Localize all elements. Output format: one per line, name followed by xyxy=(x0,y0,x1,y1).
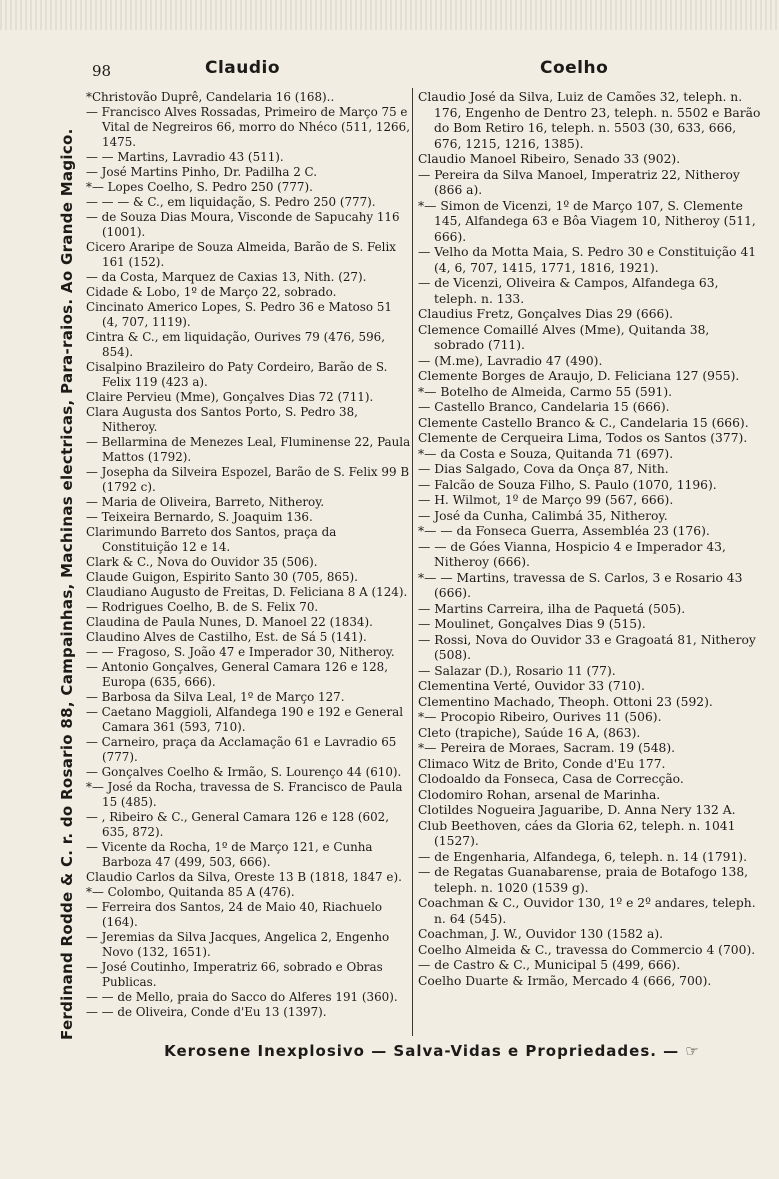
directory-entry: Claudio Carlos da Silva, Oreste 13 B (1818, 1847 e). xyxy=(86,870,402,884)
directory-entry: — Dias Salgado, Cova da Onça 87, Nith. xyxy=(418,462,669,476)
directory-entry: — H. Wilmot, 1º de Março 99 (567, 666). xyxy=(418,493,674,507)
directory-entry: — de Vicenzi, Oliveira & Campos, Alfandega 63, teleph. n. 133. xyxy=(418,276,719,306)
column-divider xyxy=(412,88,413,1036)
directory-entry: Clark & C., Nova do Ouvidor 35 (506). xyxy=(86,555,318,569)
directory-entry: — Ferreira dos Santos, 24 de Maio 40, Riachuelo (164). xyxy=(86,900,383,929)
directory-entry: Claudino Alves de Castilho, Est. de Sá 5 (141). xyxy=(86,630,367,644)
directory-entry: — Jeremias da Silva Jacques, Angelica 2, Engenho Novo (132, 1651). xyxy=(86,930,390,959)
directory-entry: Cintra & C., em liquidação, Ourives 79 (476, 596, 854). xyxy=(86,330,386,359)
directory-entry: Coelho Almeida & C., travessa do Commercio 4 (700). xyxy=(418,942,756,957)
directory-entry: *— da Costa e Souza, Quitanda 71 (697). xyxy=(418,446,674,461)
directory-entry: Cleto (trapiche), Saúde 16 A, (863). xyxy=(418,725,641,740)
directory-entry: Cisalpino Brazileiro do Paty Cordeiro, Barão de S. Felix 119 (423 a). xyxy=(86,360,388,389)
directory-entry: — de Souza Dias Moura, Visconde de Sapucahy 116 (1001). xyxy=(86,210,400,239)
directory-entry: — , Ribeiro & C., General Camara 126 e 128 (602, 635, 872). xyxy=(86,810,390,839)
directory-entry: — da Costa, Marquez de Caxias 13, Nith. (27). xyxy=(86,270,367,284)
directory-entry: Clemente Castello Branco & C., Candelaria 15 (666). xyxy=(418,415,749,430)
page-number: 98 xyxy=(92,62,112,80)
directory-entry: Clarimundo Barreto dos Santos, praça da Constituição 12 e 14. xyxy=(86,525,337,554)
directory-entry: — José da Cunha, Calimbá 35, Nitheroy. xyxy=(418,508,668,523)
directory-entry: — Castello Branco, Candelaria 15 (666). xyxy=(418,400,670,414)
directory-column-left xyxy=(86,90,411,1020)
directory-entry: — de Castro & C., Municipal 5 (499, 666). xyxy=(418,958,681,972)
directory-entry: — Rossi, Nova do Ouvidor 33 e Gragoatá 81, Nitheroy (508). xyxy=(418,632,756,662)
directory-entry: — (M.me), Lavradio 47 (490). xyxy=(418,353,603,368)
directory-entry: — Bellarmina de Menezes Leal, Fluminense 22, Paula Mattos (1792). xyxy=(86,435,411,464)
directory-entry: — Velho da Motta Maia, S. Pedro 30 e Constituição 41 (4, 6, 707, 1415, 1771, 1816, 1921). xyxy=(418,245,757,275)
running-header-right: Coelho xyxy=(540,58,609,78)
directory-entry: — Gonçalves Coelho & Irmão, S. Lourenço 44 (610). xyxy=(86,765,402,779)
directory-entry: *— José da Rocha, travessa de S. Francisco de Paula 15 (485). xyxy=(86,780,403,809)
directory-entry: Clara Augusta dos Santos Porto, S. Pedro 38, Nitheroy. xyxy=(86,405,358,434)
directory-entry: — José Coutinho, Imperatriz 66, sobrado e Obras Publicas. xyxy=(86,960,383,989)
directory-entry: *— Botelho de Almeida, Carmo 55 (591). xyxy=(418,384,673,399)
directory-entry: Claudiano Augusto de Freitas, D. Feliciana 8 A (124). xyxy=(86,585,408,599)
directory-entry: — Vicente da Rocha, 1º de Março 121, e Cunha Barboza 47 (499, 503, 666). xyxy=(86,840,373,869)
directory-entry: Cicero Araripe de Souza Almeida, Barão de S. Felix 161 (152). xyxy=(86,240,396,269)
directory-entry: — — Fragoso, S. João 47 e Imperador 30, Nitheroy. xyxy=(86,645,395,659)
directory-entry: *— Procopio Ribeiro, Ourives 11 (506). xyxy=(418,710,662,724)
directory-entry: Climaco Witz de Brito, Conde d'Eu 177. xyxy=(418,756,666,771)
directory-entry: — Salazar (D.), Rosario 11 (77). xyxy=(418,663,616,678)
directory-entry: Club Beethoven, cáes da Gloria 62, teleph. n. 1041 (1527). xyxy=(418,818,736,848)
directory-entry: Claude Guigon, Espirito Santo 30 (705, 865). xyxy=(86,570,358,584)
directory-entry: Cidade & Lobo, 1º de Março 22, sobrado. xyxy=(86,285,337,299)
directory-entry: — — de Oliveira, Conde d'Eu 13 (1397). xyxy=(86,1005,327,1019)
directory-entry: Coelho Duarte & Irmão, Mercado 4 (666, 700). xyxy=(418,973,712,988)
directory-entry: — Barbosa da Silva Leal, 1º de Março 127. xyxy=(86,690,345,704)
directory-entry: *Christovão Duprê, Candelaria 16 (168).. xyxy=(86,90,335,104)
directory-entry: Coachman, J. W., Ouvidor 130 (1582 a). xyxy=(418,927,664,941)
directory-entry: *— Colombo, Quitanda 85 A (476). xyxy=(86,885,295,899)
directory-entry: Clemente de Cerqueira Lima, Todos os Santos (377). xyxy=(418,431,748,445)
directory-entry: — Moulinet, Gonçalves Dias 9 (515). xyxy=(418,617,646,631)
directory-entry: — Rodrigues Coelho, B. de S. Felix 70. xyxy=(86,600,319,614)
directory-entry: — Carneiro, praça da Acclamação 61 e Lavradio 65 (777). xyxy=(86,735,397,764)
directory-entry: — Francisco Alves Rossadas, Primeiro de Março 75 e Vital de Negreiros 66, morro do Nhéco (511, 1266, 1475. xyxy=(86,105,410,149)
directory-entry: — — de Mello, praia do Sacco do Alferes 191 (360). xyxy=(86,990,398,1004)
directory-entry: — — — & C., em liquidação, S. Pedro 250 (777). xyxy=(86,195,376,209)
directory-entry: — Pereira da Silva Manoel, Imperatriz 22, Nitheroy (866 a). xyxy=(418,167,740,197)
directory-entry: Clemente Borges de Araujo, D. Feliciana 127 (955). xyxy=(418,369,740,383)
directory-entry: — — Martins, Lavradio 43 (511). xyxy=(86,150,284,164)
directory-entry: Claudius Fretz, Gonçalves Dias 29 (666). xyxy=(418,307,674,321)
directory-entry: *— Lopes Coelho, S. Pedro 250 (777). xyxy=(86,180,313,194)
directory-entry: Coachman & C., Ouvidor 130, 1º e 2º andares, teleph. n. 64 (545). xyxy=(418,896,756,926)
directory-entry: Claire Pervieu (Mme), Gonçalves Dias 72 (711). xyxy=(86,390,374,404)
footer-advertisement: Kerosene Inexplosivo — Salva-Vidas e Propriedades. — ☞ xyxy=(164,1042,700,1060)
directory-entry: Clodoaldo da Fonseca, Casa de Correcção. xyxy=(418,772,684,786)
directory-entry: Claudina de Paula Nunes, D. Manoel 22 (1834). xyxy=(86,615,373,629)
directory-entry: — Martins Carreira, ilha de Paquetá (505). xyxy=(418,601,686,616)
directory-entry: — Maria de Oliveira, Barreto, Nitheroy. xyxy=(86,495,325,509)
running-header-left: Claudio xyxy=(205,58,281,78)
directory-entry: *— — da Fonseca Guerra, Assembléa 23 (176). xyxy=(418,524,710,538)
directory-entry: — Falcão de Souza Filho, S. Paulo (1070, 1196). xyxy=(418,477,717,492)
directory-entry: — — de Góes Vianna, Hospicio 4 e Imperador 43, Nitheroy (666). xyxy=(418,539,726,569)
directory-entry: Clemence Comaillé Alves (Mme), Quitanda 38, sobrado (711). xyxy=(418,322,710,352)
directory-entry: Clodomiro Rohan, arsenal de Marinha. xyxy=(418,787,661,802)
page-top-edge xyxy=(0,0,779,30)
directory-entry: — Teixeira Bernardo, S. Joaquim 136. xyxy=(86,510,313,524)
directory-entry: Claudio José da Silva, Luiz de Camões 32, teleph. n. 176, Engenho de Dentro 23, teleph. n. 5502 e Barão do Bom Retiro 16, teleph. n. 5503 (30, 633, 666, 676, 1215, 1216, 1385). xyxy=(418,90,761,151)
directory-entry: — José Martins Pinho, Dr. Padilha 2 C. xyxy=(86,165,317,179)
directory-entry: Cincinato Americo Lopes, S. Pedro 36 e Matoso 51 (4, 707, 1119). xyxy=(86,300,392,329)
directory-entry: Clementina Verté, Ouvidor 33 (710). xyxy=(418,679,645,693)
directory-entry: *— Simon de Vicenzi, 1º de Março 107, S. Clemente 145, Alfandega 63 e Bôa Viagem 10, Nitheroy (511, 666). xyxy=(418,198,756,244)
directory-entry: — de Engenharia, Alfandega, 6, teleph. n. 14 (1791). xyxy=(418,849,747,864)
directory-entry: — Antonio Gonçalves, General Camara 126 e 128, Europa (635, 666). xyxy=(86,660,388,689)
directory-entry: *— Pereira de Moraes, Sacram. 19 (548). xyxy=(418,741,676,755)
directory-entry: — Josepha da Silveira Espozel, Barão de S. Felix 99 B (1792 c). xyxy=(86,465,410,494)
side-advertisement: Ferdinand Rodde & C. r. do Rosario 88, Campainhas, Machinas electricas, Para-raios. Ao Grande Magico. xyxy=(58,128,76,1040)
directory-column-right xyxy=(418,90,763,989)
directory-entry: *— — Martins, travessa de S. Carlos, 3 e Rosario 43 (666). xyxy=(418,570,743,600)
directory-entry: Claudio Manoel Ribeiro, Senado 33 (902). xyxy=(418,152,681,166)
directory-entry: Clementino Machado, Theoph. Ottoni 23 (592). xyxy=(418,694,713,709)
directory-entry: — de Regatas Guanabarense, praia de Botafogo 138, teleph. n. 1020 (1539 g). xyxy=(418,865,749,895)
directory-entry: Clotildes Nogueira Jaguaribe, D. Anna Nery 132 A. xyxy=(418,803,736,817)
directory-entry: — Caetano Maggioli, Alfandega 190 e 192 e General Camara 361 (593, 710). xyxy=(86,705,404,734)
